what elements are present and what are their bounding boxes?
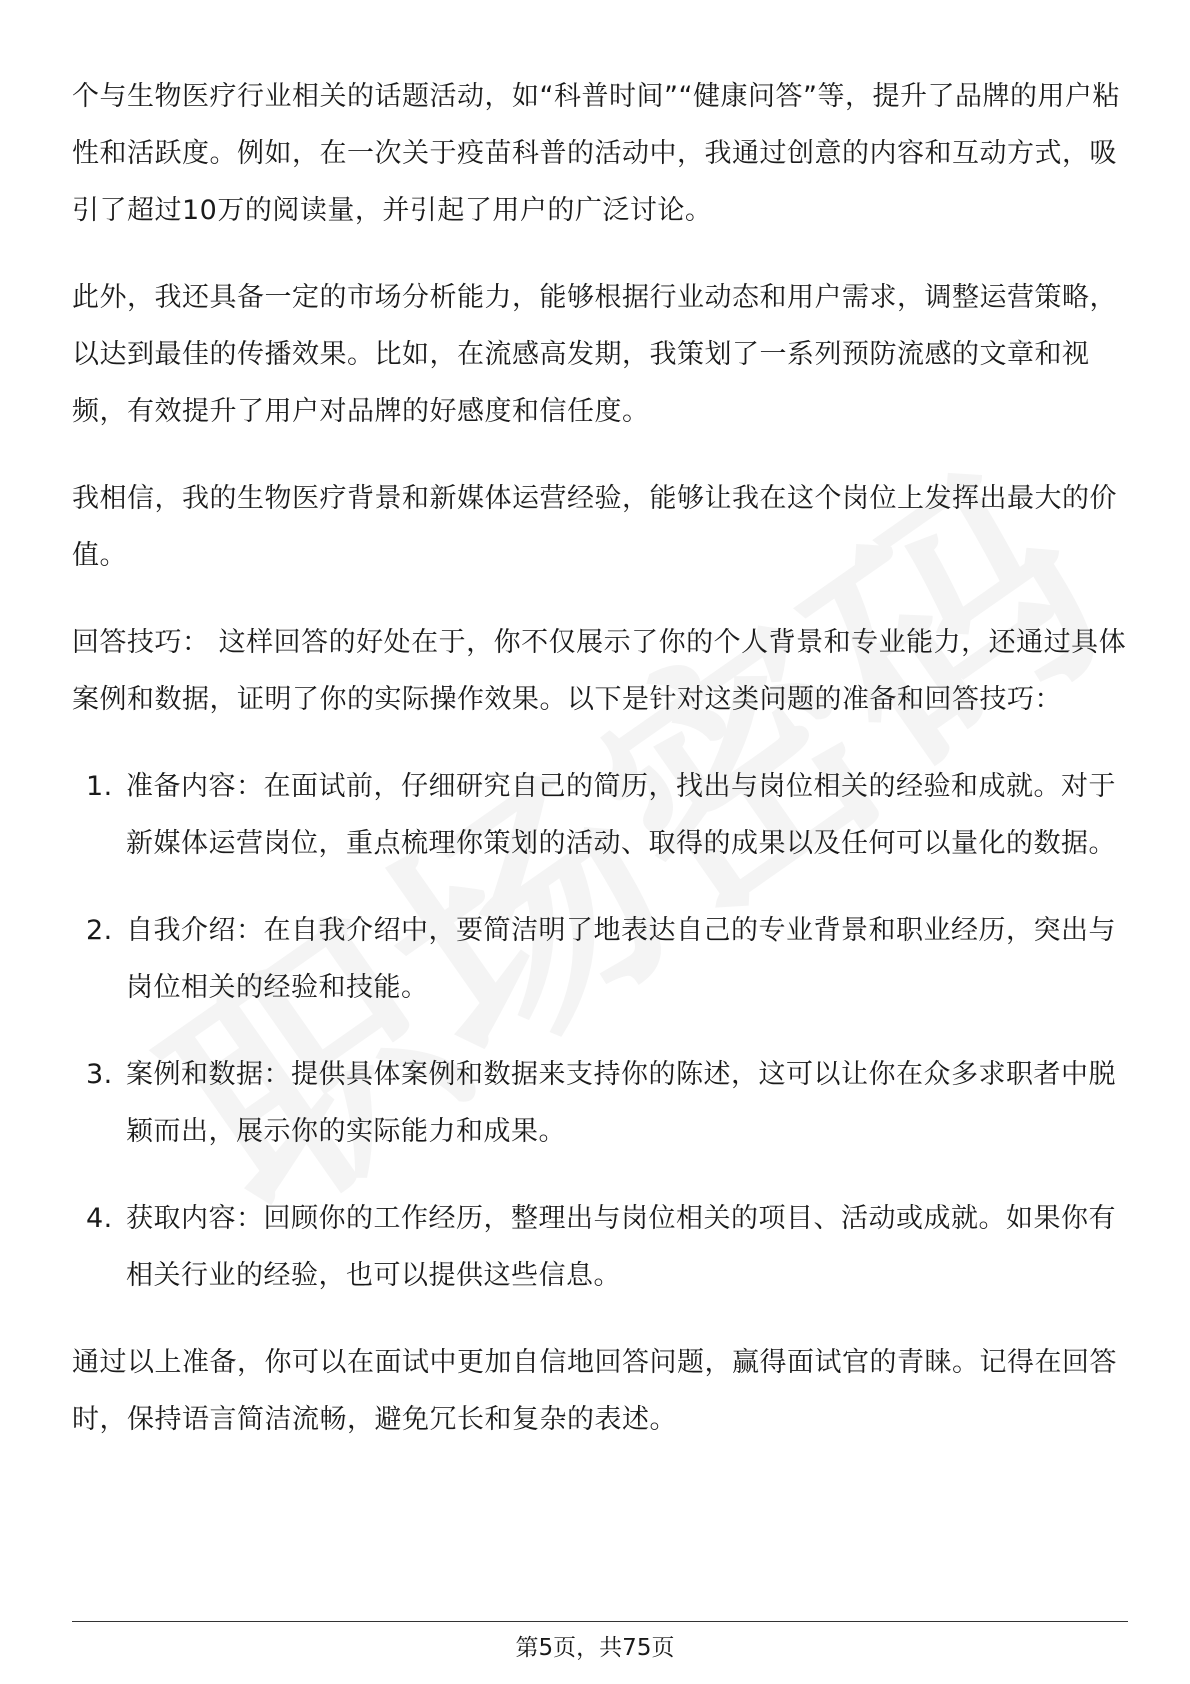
list-item-text: 获取内容：回顾你的工作经历，整理出与岗位相关的项目、活动或成就。如果你有相关行业的经验，也可以提供这些信息。 [126,1203,1116,1291]
list-item-number: 3. [86,1059,113,1090]
answer-tips-paragraph: 回答技巧： 这样回答的好处在于，你不仅展示了你的个人背景和专业能力，还通过具体案例和数据，证明了你的实际操作效果。以下是针对这类问题的准备和回答技巧： [72,627,1127,715]
list-item-text: 案例和数据：提供具体案例和数据来支持你的陈述，这可以让你在众多求职者中脱颖而出，展示你的实际能力和成果。 [126,1059,1116,1147]
tips-list [72,758,1128,1304]
page-number: 第5页，共75页 [515,1635,675,1661]
list-item-text: 自我介绍：在自我介绍中，要简洁明了地表达自己的专业背景和职业经历，突出与岗位相关的经验和技能。 [126,915,1116,1003]
list-item-number: 2. [86,915,113,946]
list-item-number: 1. [86,771,113,802]
list-item-text: 准备内容：在面试前，仔细研究自己的简历，找出与岗位相关的经验和成就。对于新媒体运营岗位，重点梳理你策划的活动、取得的成果以及任何可以量化的数据。 [126,771,1116,859]
closing-paragraph: 通过以上准备，你可以在面试中更加自信地回答问题，赢得面试官的青睐。记得在回答时，保持语言简洁流畅，避免冗长和复杂的表述。 [72,1347,1117,1435]
list-item [72,758,1128,872]
list-item [72,1190,1128,1304]
body-paragraph-3: 我相信，我的生物医疗背景和新媒体运营经验，能够让我在这个岗位上发挥出最大的价值。 [72,483,1117,571]
list-item [72,1046,1128,1160]
body-paragraph-2: 此外，我还具备一定的市场分析能力，能够根据行业动态和用户需求，调整运营策略，以达到最佳的传播效果。比如，在流感高发期，我策划了一系列预防流感的文章和视频，有效提升了用户对品牌的好感度和信任度。 [72,282,1117,427]
list-item [72,902,1128,1016]
list-item-number: 4. [86,1203,113,1234]
page-content [72,68,1128,1478]
body-paragraph-1: 个与生物医疗行业相关的话题活动，如“科普时间”“健康问答”等，提升了品牌的用户粘性和活跃度。例如，在一次关于疫苗科普的活动中，我通过创意的内容和互动方式，吸引了超过10万的阅读量，并引起了用户的广泛讨论。 [72,81,1120,226]
footer-divider [72,1621,1128,1622]
